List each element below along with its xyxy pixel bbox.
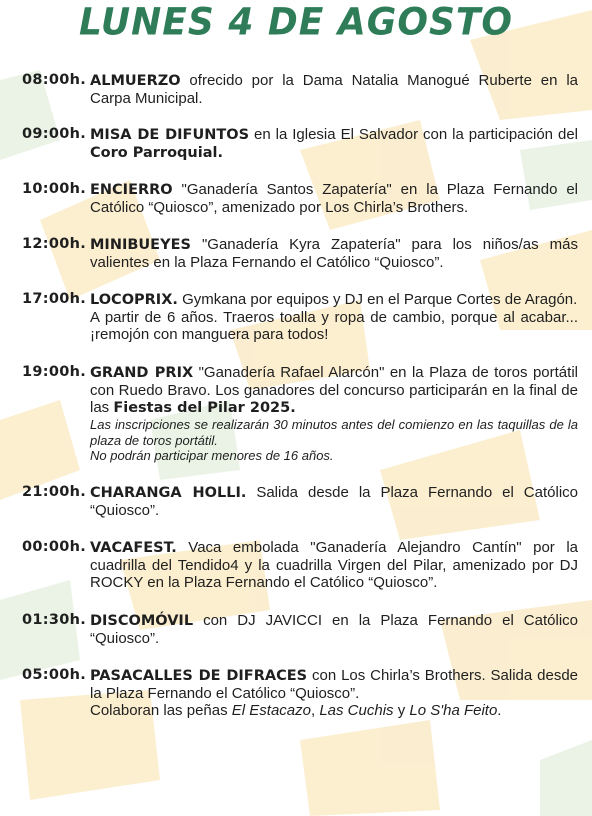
schedule-entry-0900 [22, 126, 578, 162]
schedule-entry-1200 [22, 236, 578, 271]
event-description: "Ganadería Santos Zapatería" en la Plaza Fernando el Católico “Quiosco”, amenizado por Los Chirla’s Brothers. [90, 181, 578, 216]
event-time: 19:00h. [22, 364, 87, 380]
event-extra: A partir de 6 años. Traeros toalla y ropa de cambio, porque al acabar... ¡remojón con manguera para todos! [90, 309, 578, 343]
schedule-entry-0130 [22, 612, 578, 647]
event-time: 21:00h. [22, 483, 87, 500]
schedule-entry-0000 [22, 539, 578, 591]
event-name: CHARANGA HOLLI. [90, 484, 247, 501]
event-name: DISCOMÓVIL [90, 612, 194, 629]
schedule-entry-1900 [22, 364, 578, 464]
event-extra [90, 702, 578, 719]
event-note: No podrán participar menores de 16 años. [90, 448, 334, 463]
schedule-entry-0800 [22, 72, 578, 107]
event-highlight: Coro Parroquial. [90, 145, 223, 161]
collab-pena: El Estacazo [231, 701, 311, 719]
schedule-entry-2100 [22, 484, 578, 519]
event-name: ENCIERRO [90, 182, 173, 198]
event-description: Salida desde la Plaza Fernando el Católico “Quiosco”. [90, 483, 578, 519]
event-time: 17:00h. [22, 291, 87, 307]
event-time: 10:00h. [22, 181, 87, 197]
event-time: 12:00h. [22, 236, 87, 252]
collab-pena: Lo S'ha Feito [409, 701, 498, 719]
event-name: LOCOPRIX. [90, 292, 178, 308]
event-description: Gymkana por equipos y DJ en el Parque Cortes de Aragón. [177, 291, 578, 308]
schedule-entry-1700 [22, 291, 578, 343]
page-title: LUNES 4 DE AGOSTO [78, 0, 514, 45]
event-description: con Los Chirla’s Brothers. Salida desde la Plaza Fernando el Católico “Quiosco”. [90, 666, 579, 702]
event-highlight: Fiestas del Pilar 2025. [113, 400, 296, 416]
event-description: "Ganadería Rafael Alarcón" en la Plaza de toros portátil con Ruedo Bravo. Los ganadores del concurso participarán en la final de las [90, 364, 578, 416]
event-time: 08:00h. [22, 72, 87, 88]
event-time: 00:00h. [22, 538, 87, 555]
collab-separator: , [310, 701, 320, 719]
event-time: 05:00h. [22, 666, 87, 683]
event-time: 01:30h. [22, 611, 87, 628]
schedule-list [22, 72, 578, 719]
event-description: en la Iglesia El Salvador con la participación del [249, 126, 578, 143]
collab-pena: Las Cuchis [319, 701, 394, 719]
event-name: MISA DE DIFUNTOS [90, 127, 250, 143]
event-name: GRAND PRIX [90, 365, 194, 381]
collab-end: . [497, 701, 502, 719]
event-name: VACAFEST. [90, 539, 177, 556]
event-time: 09:00h. [22, 126, 87, 142]
event-name: PASACALLES DE DIFRACES [90, 667, 308, 684]
schedule-entry-0500 [22, 667, 578, 719]
event-description: ofrecido por la Dama Natalia Manogué Ruberte en la Carpa Municipal. [90, 72, 578, 107]
collab-separator: y [393, 701, 410, 719]
event-name: ALMUERZO [90, 73, 181, 89]
event-description: Vaca embolada "Ganadería Alejandro Cantín" por la cuadrilla del Tendido4 y la cuadrilla Virgen del Pilar, amenizado por DJ ROCKY en la Plaza Fernando el Católico “Quiosco”. [90, 538, 578, 591]
event-description: con DJ JAVICCI en la Plaza Fernando el Católico “Quiosco”. [90, 611, 578, 647]
collab-prefix: Colaboran las peñas [90, 701, 232, 719]
event-note: Las inscripciones se realizarán 30 minutos antes del comienzo en las taquillas de la plaza de toros portátil. [90, 417, 578, 448]
schedule-entry-1000 [22, 181, 578, 216]
event-description: "Ganadería Kyra Zapatería" para los niños/as más valientes en la Plaza Fernando el Católico “Quiosco”. [90, 236, 578, 271]
event-name: MINIBUEYES [90, 237, 191, 253]
